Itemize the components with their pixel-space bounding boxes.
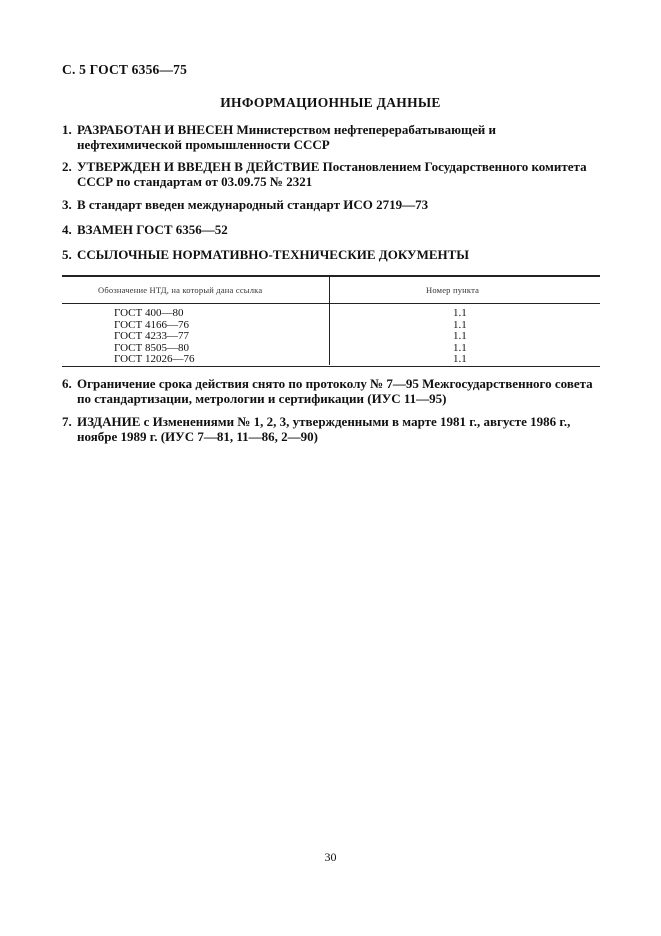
- table-cell-clause: 1.1: [453, 318, 467, 331]
- table-cell-document: ГОСТ 4233—77: [114, 330, 189, 343]
- item-number: 6.: [62, 376, 72, 391]
- table-header: [62, 277, 600, 304]
- table-cell-document: ГОСТ 400—80: [114, 307, 184, 319]
- info-item-2: [62, 159, 602, 189]
- page-header: С. 5 ГОСТ 6356—75: [62, 62, 188, 77]
- item-text: ИЗДАНИЕ с Изменениями № 1, 2, 3, утвержденными в марте 1981 г., августе 1986 г., ноябре 1989 г. (ИУС 7—81, 11—86, 2—90): [77, 414, 571, 444]
- info-item-1: [62, 122, 602, 152]
- reference-documents-table: [62, 275, 600, 367]
- column-header-document: Обозначение НТД, на который дана ссылка: [98, 285, 263, 295]
- document-column: [114, 308, 194, 366]
- section-title: ИНФОРМАЦИОННЫЕ ДАННЫЕ: [220, 95, 441, 110]
- item-text: В стандарт введен международный стандарт ИСО 2719—73: [77, 197, 429, 212]
- table-cell-clause: 1.1: [453, 330, 467, 343]
- table-cell-clause: 1.1: [453, 341, 467, 354]
- item-text: РАЗРАБОТАН И ВНЕСЕН Министерством нефтеперерабатывающей и нефтехимической промышленности СССР: [77, 122, 497, 152]
- table-cell-clause: 1.1: [453, 307, 467, 319]
- item-text: Ограничение срока действия снято по протоколу № 7—95 Межгосударственного совета по стандартизации, метрологии и сертификации (ИУС 11—95): [77, 376, 593, 406]
- info-item-4: [62, 222, 602, 237]
- info-item-6: [62, 376, 602, 406]
- column-header-clause: Номер пункта: [426, 285, 480, 295]
- item-number: 3.: [62, 197, 72, 212]
- item-number: 7.: [62, 414, 72, 429]
- table-cell-document: ГОСТ 4166—76: [114, 318, 189, 331]
- info-item-7: [62, 414, 602, 444]
- item-number: 2.: [62, 159, 72, 174]
- item-number: 4.: [62, 222, 72, 237]
- info-item-3: [62, 197, 602, 212]
- item-text: ССЫЛОЧНЫЕ НОРМАТИВНО-ТЕХНИЧЕСКИЕ ДОКУМЕНТЫ: [77, 247, 470, 262]
- info-item-5: [62, 247, 602, 262]
- item-text: УТВЕРЖДЕН И ВВЕДЕН В ДЕЙСТВИЕ Постановлением Государственного комитета СССР по стандартам от 03.09.75 № 2321: [77, 159, 587, 189]
- clause-column: [453, 308, 467, 366]
- item-number: 1.: [62, 122, 72, 137]
- table-cell-document: ГОСТ 12026—76: [114, 353, 195, 366]
- page-number: 30: [324, 850, 337, 864]
- table-cell-document: ГОСТ 8505—80: [114, 341, 189, 354]
- item-text: ВЗАМЕН ГОСТ 6356—52: [77, 222, 228, 237]
- column-divider: [329, 277, 330, 365]
- table-cell-clause: 1.1: [453, 353, 467, 366]
- item-number: 5.: [62, 247, 72, 262]
